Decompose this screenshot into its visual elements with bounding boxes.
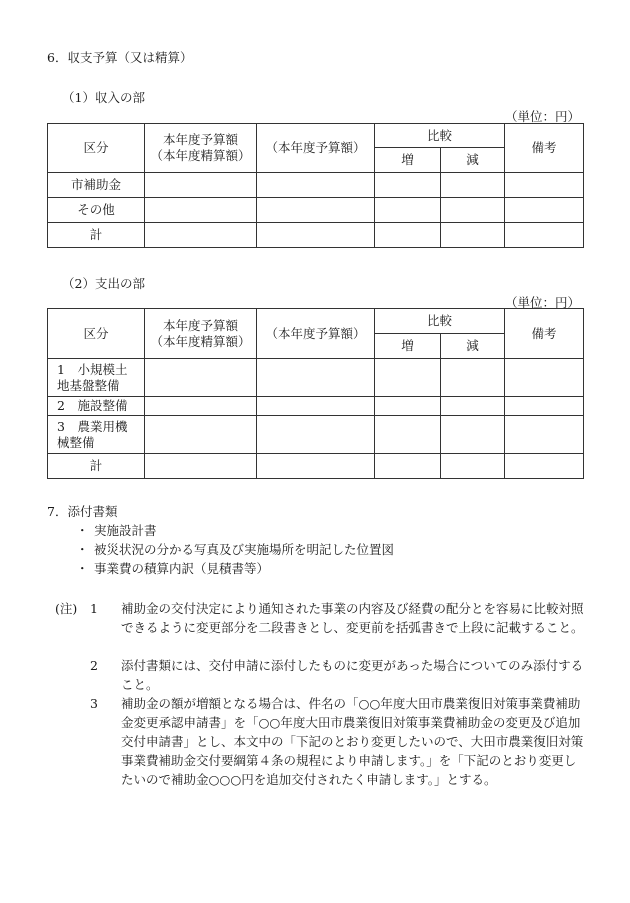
- table-row: [48, 173, 584, 198]
- table-cell: [441, 416, 505, 454]
- table-cell: [375, 223, 441, 248]
- header-increase: 増: [375, 334, 441, 359]
- list-item: [76, 540, 394, 559]
- row-label: 計: [48, 454, 145, 479]
- attachment-list: [76, 521, 394, 578]
- expense-table: [47, 308, 584, 479]
- table-cell: [257, 223, 375, 248]
- table-cell: [145, 397, 257, 416]
- table-cell: [145, 454, 257, 479]
- note-text: 補助金の額が増額となる場合は、件名の「○○年度大田市農業復旧対策事業費補助金変更承認申請書」を「○○年度大田市農業復旧対策事業費補助金の変更及び追加交付申請書」とし、本文中の「下記のとおり変更したいので、大田市農業復旧対策事業費補助金交付要綱第４条の規程により申請します。」を「下記のとおり変更したいので補助金○○○円を追加交付されたく申請します。」とする。: [121, 696, 584, 787]
- list-item-text: 実施設計書: [94, 523, 157, 538]
- note-item: [90, 599, 585, 637]
- header-category: 区分: [48, 124, 145, 173]
- note-text: 添付書類には、交付申請に添付したものに変更があった場合についてのみ添付すること。: [121, 658, 584, 692]
- note-number: 3: [90, 696, 98, 711]
- table-row: [48, 359, 584, 397]
- table-row: [48, 454, 584, 479]
- table-cell: [375, 397, 441, 416]
- note-number: 1: [90, 601, 98, 616]
- table-cell: [375, 173, 441, 198]
- table-cell: [505, 359, 584, 397]
- note-item: [90, 656, 585, 694]
- table-cell: [441, 223, 505, 248]
- header-budget-current-line2: （本年度精算額）: [150, 333, 251, 349]
- row-label-line2: 地基盤整備: [57, 377, 120, 393]
- table-cell: [505, 416, 584, 454]
- income-table: [47, 123, 584, 248]
- section-6-heading: 6．収支予算（又は精算）: [47, 50, 193, 65]
- section-7-heading: 7．添付書類: [47, 504, 118, 519]
- header-decrease: 減: [441, 334, 505, 359]
- header-budget-current: [145, 309, 257, 359]
- row-label: [48, 416, 145, 454]
- table-cell: [257, 359, 375, 397]
- table-cell: [505, 397, 584, 416]
- table-cell: [257, 397, 375, 416]
- header-budget-prev: （本年度予算額）: [257, 309, 375, 359]
- bullet-icon: ・: [76, 523, 89, 538]
- table-cell: [257, 454, 375, 479]
- table-cell: [145, 173, 257, 198]
- header-category: 区分: [48, 309, 145, 359]
- row-label-line1: 2 施設整備: [57, 398, 128, 413]
- table-row: [48, 198, 584, 223]
- note-item: [90, 694, 585, 789]
- row-label: 市補助金: [48, 173, 145, 198]
- bullet-icon: ・: [76, 561, 89, 576]
- header-decrease: 減: [441, 148, 505, 173]
- header-budget-current-line2: （本年度精算額）: [150, 148, 251, 163]
- table-cell: [145, 359, 257, 397]
- table-cell: [441, 397, 505, 416]
- row-label-line2: 械整備: [57, 434, 95, 450]
- table-row: [48, 223, 584, 248]
- table-cell: [441, 359, 505, 397]
- table-cell: [375, 416, 441, 454]
- table-cell: [145, 198, 257, 223]
- table-cell: [441, 198, 505, 223]
- table-cell: [257, 173, 375, 198]
- row-label: [48, 359, 145, 397]
- table-cell: [375, 198, 441, 223]
- table-cell: [257, 198, 375, 223]
- table-cell: [441, 173, 505, 198]
- table-cell: [505, 223, 584, 248]
- table-cell: [375, 359, 441, 397]
- list-item: [76, 521, 394, 540]
- bullet-icon: ・: [76, 542, 89, 557]
- header-budget-current: [145, 124, 257, 173]
- header-remarks: 備考: [505, 309, 584, 359]
- income-unit-label: （単位：円）: [504, 109, 580, 124]
- header-budget-current-line1: 本年度予算額: [162, 317, 238, 333]
- list-item-text: 被災状況の分かる写真及び実施場所を明記した位置図: [94, 542, 395, 557]
- table-cell: [505, 454, 584, 479]
- row-label-line1: 1 小規模土: [57, 361, 128, 377]
- table-row: [48, 416, 584, 454]
- note-number: 2: [90, 658, 98, 673]
- expense-unit-label: （単位：円）: [504, 295, 580, 310]
- header-increase: 増: [375, 148, 441, 173]
- table-cell: [375, 454, 441, 479]
- row-label: その他: [48, 198, 145, 223]
- row-label: 計: [48, 223, 145, 248]
- row-label-line1: 3 農業用機: [57, 418, 128, 434]
- header-budget-prev: （本年度予算額）: [257, 124, 375, 173]
- header-compare: 比較: [375, 309, 505, 334]
- table-cell: [505, 198, 584, 223]
- table-cell: [257, 416, 375, 454]
- header-remarks: 備考: [505, 124, 584, 173]
- table-cell: [145, 223, 257, 248]
- note-text: 補助金の交付決定により通知された事業の内容及び経費の配分とを容易に比較対照できるように変更部分を二段書きとし、変更前を括弧書きで上段に記載すること。: [121, 601, 584, 635]
- table-row: [48, 397, 584, 416]
- table-cell: [441, 454, 505, 479]
- header-budget-current-line1: 本年度予算額: [162, 132, 238, 147]
- expense-subheading: （2）支出の部: [62, 276, 145, 291]
- notes-label: (注): [55, 601, 78, 616]
- table-cell: [505, 173, 584, 198]
- table-cell: [145, 416, 257, 454]
- list-item: [76, 559, 394, 578]
- list-item-text: 事業費の積算内訳（見積書等）: [94, 561, 270, 576]
- row-label: [48, 397, 145, 416]
- header-compare: 比較: [375, 124, 505, 148]
- income-subheading: （1）収入の部: [62, 90, 145, 105]
